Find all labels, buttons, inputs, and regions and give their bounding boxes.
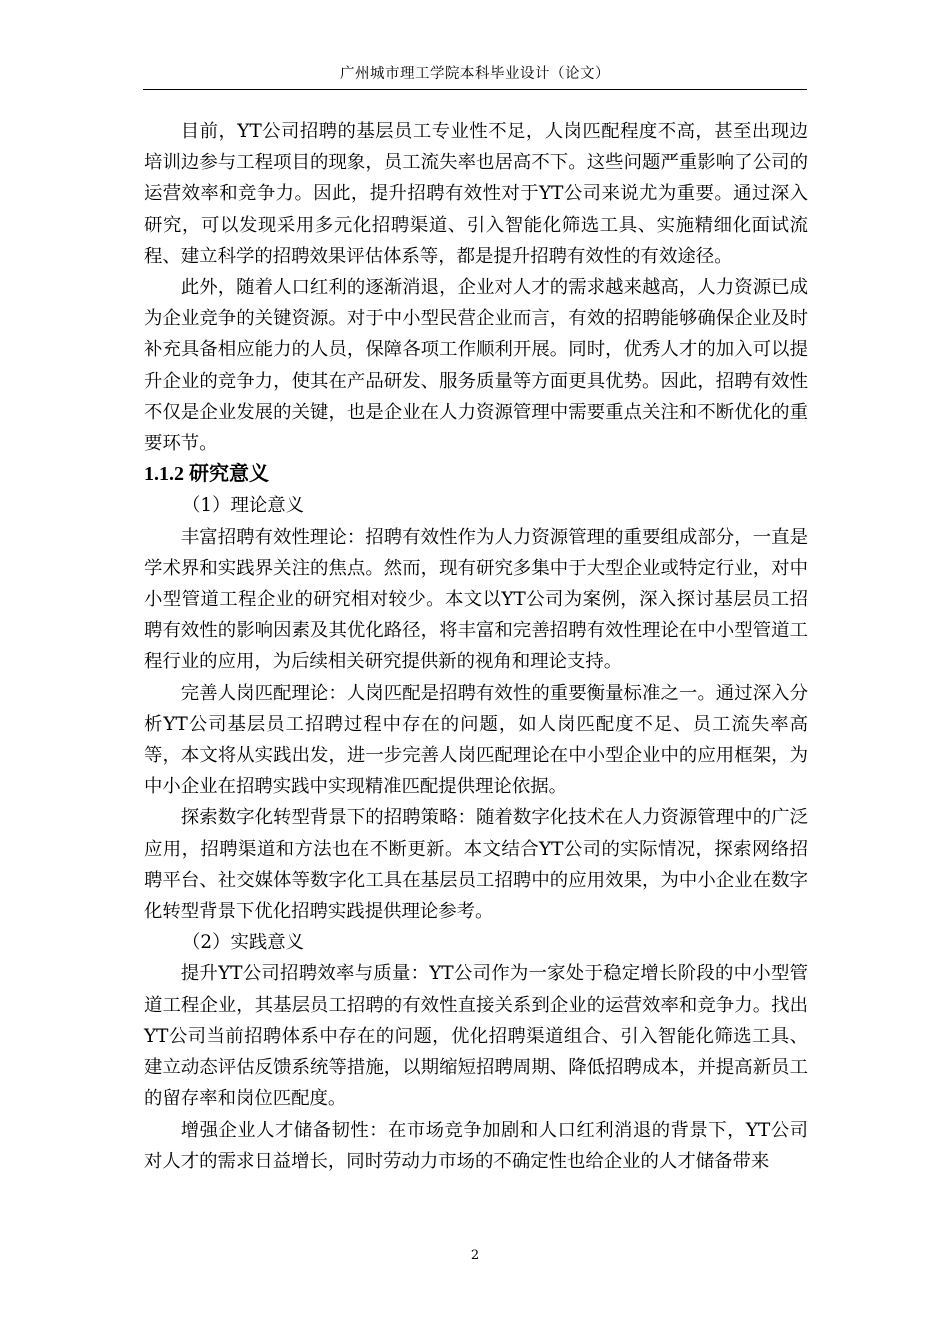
header-divider [143,89,807,90]
section-heading: 1.1.2 研究意义 [144,463,269,486]
paragraph: 目前，YT公司招聘的基层员工专业性不足，人岗匹配程度不高，甚至出现边培训边参与工程项目的现象，员工流失率也居高不下。这些问题严重影响了公司的运营效率和竞争力。因此，提升招聘有效性对于YT公司来说尤为重要。通过深入研究，可以发现采用多元化招聘渠道、引入智能化筛选工具、实施精细化面试流程、建立科学的招聘效果评估体系等，都是提升招聘有效性的有效途径。 [144,121,808,267]
subheading-theory: （1）理论意义 [182,495,305,517]
running-header: 广州城市理工学院本科毕业设计（论文） [340,66,610,82]
paragraph: 增强企业人才储备韧性：在市场竞争加剧和人口红利消退的背景下，YT公司对人才的需求日益增长，同时劳动力市场的不确定性也给企业的人才储备带来 [144,1119,808,1172]
paragraph: 探索数字化转型背景下的招聘策略：随着数字化技术在人力资源管理中的广泛应用，招聘渠道和方法也在不断更新。本文结合YT公司的实际情况，探索网络招聘平台、社交媒体等数字化工具在基层员工招聘中的应用效果，为中小企业在数字化转型背景下优化招聘实践提供理论参考。 [144,807,808,923]
subheading-practice: （2）实践意义 [182,932,305,954]
paragraph: 丰富招聘有效性理论：招聘有效性作为人力资源管理的重要组成部分，一直是学术界和实践界关注的焦点。然而，现有研究多集中于大型企业或特定行业，对中小型管道工程企业的研究相对较少。本文以YT公司为案例，深入探讨基层员工招聘有效性的影响因素及其优化路径，将丰富和完善招聘有效性理论在中小型管道工程行业的应用，为后续相关研究提供新的视角和理论支持。 [144,526,808,673]
paragraph: 提升YT公司招聘效率与质量：YT公司作为一家处于稳定增长阶段的中小型管道工程企业，其基层员工招聘的有效性直接关系到企业的运营效率和竞争力。找出YT公司当前招聘体系中存在的问题，优化招聘渠道组合、引入智能化筛选工具、建立动态评估反馈系统等措施，以期缩短招聘周期、降低招聘成本，并提高新员工的留存率和岗位匹配度。 [144,963,808,1110]
page-body [144,116,808,1177]
paragraph: 此外，随着人口红利的逐渐消退，企业对人才的需求越来越高，人力资源已成为企业竞争的关键资源。对于中小型民营企业而言，有效的招聘能够确保企业及时补充具备相应能力的人员，保障各项工作顺利开展。同时，优秀人才的加入可以提升企业的竞争力，使其在产品研发、服务质量等方面更具优势。因此，招聘有效性不仅是企业发展的关键，也是企业在人力资源管理中需要重点关注和不断优化的重要环节。 [144,277,808,455]
page-number: 2 [470,1248,480,1263]
paragraph: 完善人岗匹配理论：人岗匹配是招聘有效性的重要衡量标准之一。通过深入分析YT公司基层员工招聘过程中存在的问题，如人岗匹配度不足、员工流失率高等，本文将从实践出发，进一步完善人岗匹配理论在中小型企业中的应用框架，为中小企业在招聘实践中实现精准匹配提供理论依据。 [144,682,808,798]
